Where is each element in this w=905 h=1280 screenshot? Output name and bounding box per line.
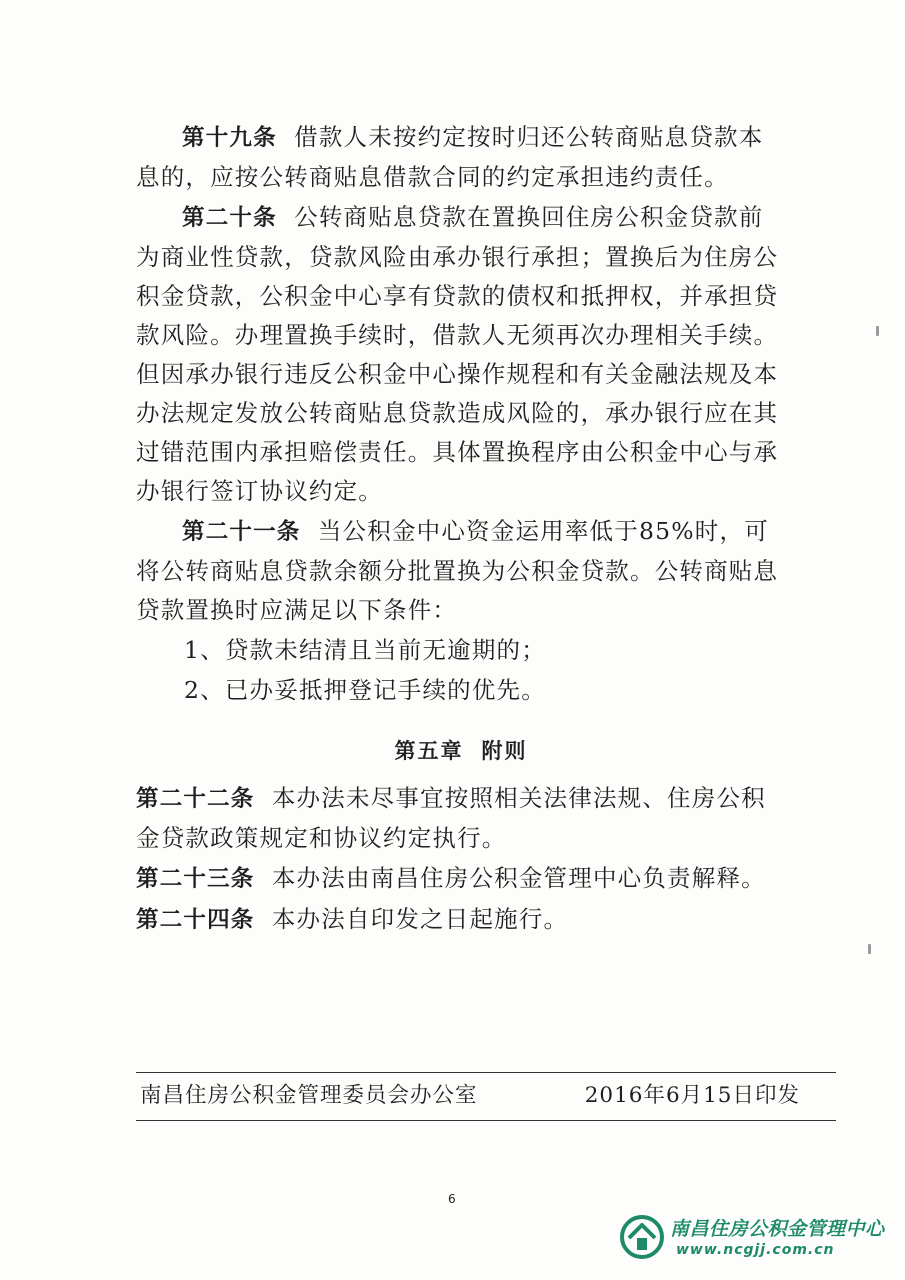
article-number: 第十九条 bbox=[182, 125, 277, 151]
article-number: 第二十三条 bbox=[136, 866, 255, 892]
article-number: 第二十四条 bbox=[136, 907, 255, 933]
article-number: 第二十一条 bbox=[182, 519, 301, 545]
scan-mark bbox=[876, 326, 879, 336]
scan-mark bbox=[868, 944, 871, 954]
article-22 bbox=[136, 779, 786, 858]
issue-date: 2016年6月15日印发 bbox=[584, 1083, 800, 1108]
logo-name: 南昌住房公积金管理中心 bbox=[670, 1218, 885, 1240]
issuance-footer bbox=[140, 1078, 800, 1109]
article-text: 本办法由南昌住房公积金管理中心负责解释。 bbox=[271, 864, 766, 892]
article-24 bbox=[136, 900, 786, 940]
article-19 bbox=[136, 118, 786, 197]
issuer-name: 南昌住房公积金管理委员会办公室 bbox=[140, 1083, 478, 1108]
condition-item: 1、贷款未结清且当前无逾期的； bbox=[184, 636, 546, 664]
logo-url: www.ncgjj.com.cn bbox=[676, 1242, 835, 1258]
article-number: 第二十条 bbox=[182, 205, 277, 231]
article-number: 第二十二条 bbox=[136, 786, 255, 812]
article-text: 借款人未按约定按时归还公转商贴息贷款本息的，应按公转商贴息借款合同的约定承担违约责任。 bbox=[136, 123, 764, 191]
chapter-title: 附则 bbox=[481, 739, 528, 763]
article-text: 当公积金中心资金运用率低于85%时，可将公转商贴息贷款余额分批置换为公积金贷款。公转商贴息贷款置换时应满足以下条件： bbox=[136, 517, 779, 624]
article-text: 公转商贴息贷款在置换回住房公积金贷款前为商业性贷款，贷款风险由承办银行承担；置换后为住房公积金贷款，公积金中心享有贷款的债权和抵押权，并承担贷款风险。办理置换手续时，借款人无须再次办理相关手续。但因承办银行违反公积金中心操作规程和有关金融法规及本办法规定发放公转商贴息贷款造成风险的，承办银行应在其过错范围内承担赔偿责任。具体置换程序由公积金中心与承办银行签订协议约定。 bbox=[136, 203, 779, 505]
footer-top-rule bbox=[136, 1072, 836, 1073]
house-logo-icon bbox=[618, 1212, 666, 1260]
article-text: 本办法未尽事宜按照相关法律法规、住房公积金贷款政策规定和协议约定执行。 bbox=[136, 784, 766, 852]
site-logo bbox=[618, 1208, 888, 1268]
chapter-heading bbox=[136, 732, 786, 771]
document-body bbox=[136, 118, 786, 941]
footer-bottom-rule bbox=[136, 1120, 836, 1121]
chapter-number: 第五章 bbox=[394, 739, 464, 763]
article-text: 本办法自印发之日起施行。 bbox=[271, 905, 569, 933]
article-20 bbox=[136, 198, 786, 511]
condition-item: 2、已办妥抵押登记手续的优先。 bbox=[184, 676, 546, 704]
article-23 bbox=[136, 859, 786, 899]
page-number: 6 bbox=[448, 1192, 456, 1206]
article-21 bbox=[136, 512, 786, 630]
